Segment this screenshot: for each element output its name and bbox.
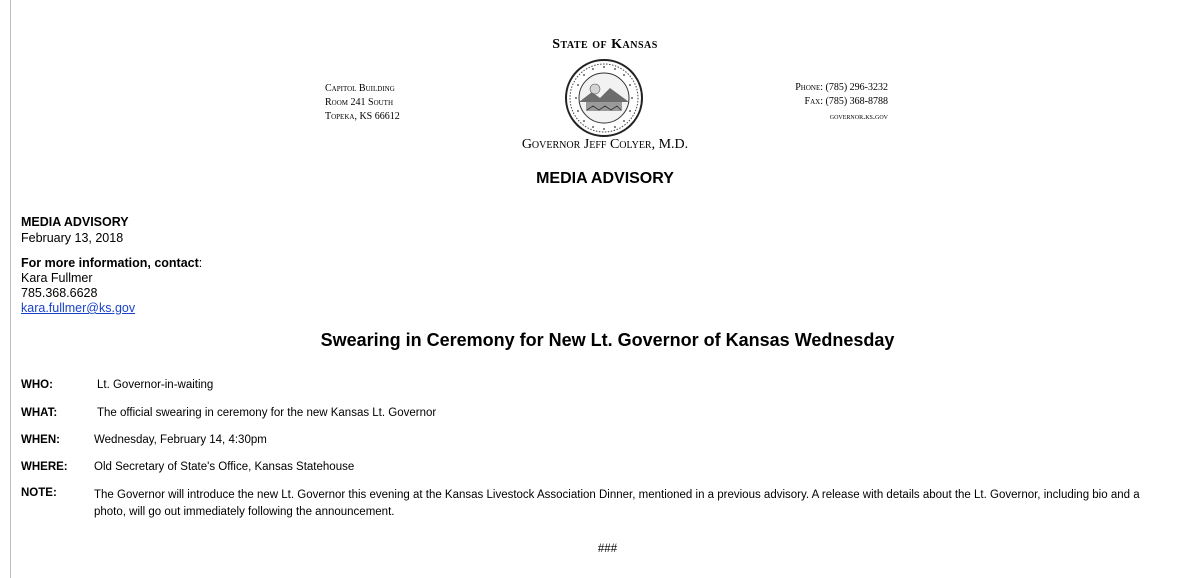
- contact-name: Kara Fullmer: [21, 271, 93, 285]
- state-title: State of Kansas: [552, 37, 658, 52]
- kansas-state-seal-icon: [564, 58, 644, 138]
- who-value: Lt. Governor-in-waiting: [97, 379, 214, 391]
- what-value: The official swearing in ceremony for the new Kansas Lt. Governor: [97, 407, 437, 419]
- where-value: Old Secretary of State's Office, Kansas Statehouse: [94, 461, 355, 473]
- contact-heading-colon: :: [198, 256, 203, 270]
- address-block: [325, 82, 400, 124]
- website-line: governor.ks.gov: [829, 111, 888, 121]
- letterhead-title: MEDIA ADVISORY: [536, 170, 674, 187]
- advisory-label: MEDIA ADVISORY: [21, 215, 129, 229]
- page-edge: [10, 0, 11, 578]
- what-label: WHAT:: [21, 407, 58, 419]
- governor-name: Governor Jeff Colyer, M.D.: [521, 137, 689, 152]
- contact-heading: [21, 256, 202, 270]
- phone-line: Phone: (785) 296-3232: [795, 82, 888, 93]
- contact-block-right: [795, 81, 888, 123]
- headline: Swearing in Ceremony for New Lt. Governor of Kansas Wednesday: [320, 330, 895, 350]
- fax-line: Fax: (785) 368-8788: [804, 96, 888, 107]
- address-line: Topeka, KS 66612: [325, 111, 400, 122]
- when-value: Wednesday, February 14, 4:30pm: [94, 434, 267, 446]
- address-line: Capitol Building: [325, 83, 395, 94]
- note-value: The Governor will introduce the new Lt. Governor this evening at the Kansas Livestock Association Dinner, mentioned in a previous advisory. A release with details about the Lt. Governor, including bio and a photo, will go out immediately following the announcement.: [94, 489, 1140, 518]
- when-label: WHEN:: [21, 434, 60, 446]
- where-label: WHERE:: [21, 461, 68, 473]
- contact-heading-text: For more information, contact: [21, 256, 199, 270]
- note-label: NOTE:: [21, 487, 57, 499]
- advisory-date: February 13, 2018: [21, 231, 124, 245]
- end-mark: ###: [597, 543, 618, 555]
- contact-phone: 785.368.6628: [21, 286, 98, 300]
- who-label: WHO:: [21, 379, 53, 391]
- address-line: Room 241 South: [325, 97, 394, 108]
- contact-email-link[interactable]: kara.fullmer@ks.gov: [21, 301, 136, 315]
